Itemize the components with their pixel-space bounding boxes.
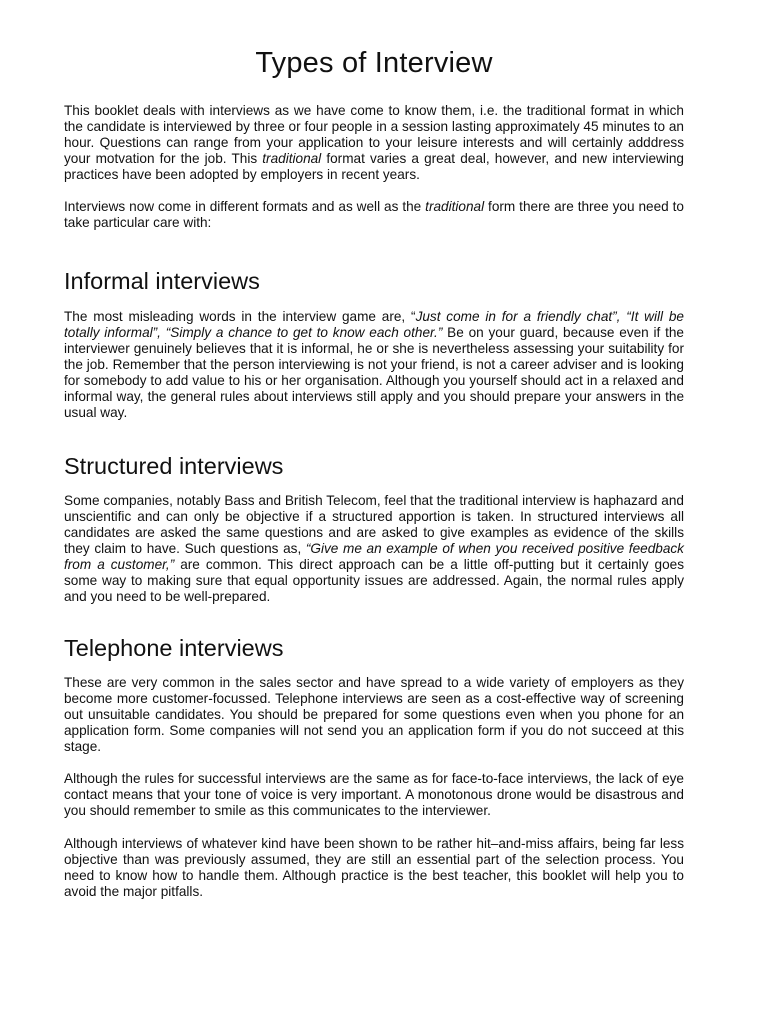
intro-paragraph-1 xyxy=(64,103,684,183)
intro-p1-text-b: format varies a great deal, however, and new interviewing practices have been adopted by employers in recent years. xyxy=(64,151,684,182)
intro-p2-italic: traditional xyxy=(425,199,485,214)
structured-text-b: are common. This direct approach can be a little off-putting but it certainly goes some way to making sure that equal opportunity issues are addressed. Again, the normal rules apply and you need to be well-prepared. xyxy=(64,557,684,604)
intro-p2-text-b: form there are three you need to take particular care with: xyxy=(64,199,684,230)
informal-text-a: The most misleading words in the interview game are, “ xyxy=(64,309,416,324)
heading-telephone-interviews: Telephone interviews xyxy=(64,635,284,661)
informal-quote-italic: Just come in for a friendly chat”, “It will be totally informal”, “Simply a chance to get to know each other.” xyxy=(64,309,684,340)
structured-quote-italic: “Give me an example of when you received positive feedback from a customer,” xyxy=(64,541,684,572)
telephone-paragraph-1: These are very common in the sales sector and have spread to a wide variety of employers as they become more customer-focussed. Telephone interviews are seen as a cost-effective way of screening out unsuitable candidates. You should be prepared for some questions even when you phone for an application form. Some companies will not send you an application form if you do not succeed at this stage. xyxy=(64,675,684,754)
intro-p2-text-a: Interviews now come in different formats and as well as the xyxy=(64,199,426,214)
informal-text-b: Be on your guard, because even if the interviewer genuinely believes that it is informal, he or she is nevertheless assessing your suitability for the job. Remember that the person interviewing is not your friend, is not a career adviser and is looking for somebody to add value to his or her organisation. Although you yourself should act in a relaxed and informal way, the general rules about interviews still apply and you should prepare your answers in the usual way. xyxy=(64,325,684,420)
intro-p1-text-a: This booklet deals with interviews as we have come to know them, i.e. the traditional format in which the candidate is interviewed by three or four people in a session lasting approximately 45 minutes to an hour. Questions can range from your application to your leisure interests and will certainly adddress your motvation for the job. This xyxy=(64,103,684,166)
intro-p1-italic: traditional xyxy=(262,151,322,166)
informal-paragraph xyxy=(64,309,684,421)
structured-text-a: Some companies, notably Bass and British Telecom, feel that the traditional interview is haphazard and unscientific and can only be objective if a structured apportion is taken. In structured interviews all candidates are asked the same questions and are asked to give examples as evidence of the skills they claim to have. Such questions as, xyxy=(64,493,684,556)
telephone-paragraph-2: Although the rules for successful interviews are the same as for face-to-face interviews, the lack of eye contact means that your tone of voice is very important. A monotonous drone would be disastrous and you should remember to smile as this communicates to the interviewer. xyxy=(64,771,684,818)
heading-informal-interviews: Informal interviews xyxy=(64,268,260,294)
page-title: Types of Interview xyxy=(255,47,493,79)
telephone-paragraph-3: Although interviews of whatever kind have been shown to be rather hit–and-miss affairs, being far less objective than was previously assumed, they are still an essential part of the selection process. You need to know how to handle them. Although practice is the best teacher, this booklet will help you to avoid the major pitfalls. xyxy=(64,836,684,899)
structured-paragraph xyxy=(64,493,684,605)
heading-structured-interviews: Structured interviews xyxy=(64,453,284,479)
intro-paragraph-2 xyxy=(64,199,684,231)
